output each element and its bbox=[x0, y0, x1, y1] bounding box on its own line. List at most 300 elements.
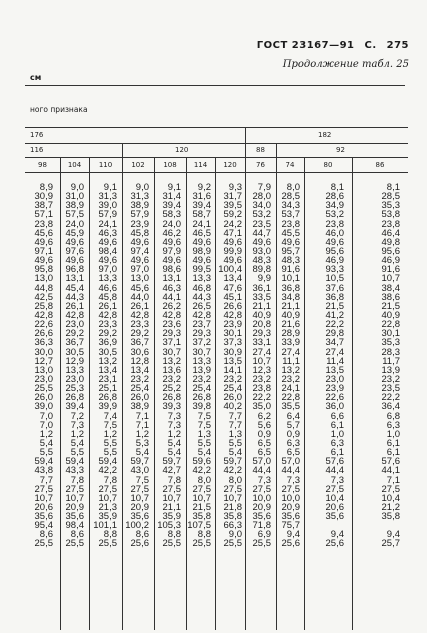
table-cell: 42,8 bbox=[223, 309, 242, 321]
table-cell: 34,0 bbox=[252, 200, 271, 212]
table-cell: 22,2 bbox=[252, 392, 271, 404]
table-cell: 40,9 bbox=[281, 309, 300, 321]
table-cell: 22,6 bbox=[34, 319, 53, 331]
table-cell: 98,4 bbox=[65, 520, 84, 532]
table-cell: 24,1 bbox=[98, 218, 117, 230]
table-cell: 20,9 bbox=[130, 501, 149, 513]
table-cell: 13,3 bbox=[65, 364, 84, 376]
table-cell: 42,7 bbox=[162, 465, 181, 477]
table-cell: 23,2 bbox=[162, 373, 181, 385]
table-cell: 95,6 bbox=[381, 245, 400, 257]
table-cell: 7,5 bbox=[103, 419, 117, 431]
table-cell: 9,4 bbox=[286, 529, 300, 541]
table-cell: 23,3 bbox=[130, 319, 149, 331]
table-cell: 45,1 bbox=[223, 291, 242, 303]
table-cell: 26,6 bbox=[223, 300, 242, 312]
table-cell: 26,1 bbox=[98, 300, 117, 312]
table-cell: 44,8 bbox=[34, 282, 53, 294]
table-cell: 27,5 bbox=[381, 483, 400, 495]
table-cell: 23,8 bbox=[325, 218, 344, 230]
table-cell: 1,2 bbox=[70, 428, 84, 440]
table-cell: 25,7 bbox=[381, 538, 400, 550]
unit-label: см bbox=[30, 73, 42, 82]
table-cell: 97,6 bbox=[65, 245, 84, 257]
table-cell: 12,9 bbox=[65, 355, 84, 367]
table-cell: 9,9 bbox=[257, 273, 271, 285]
table-cell: 23,5 bbox=[381, 383, 400, 395]
table-cell: 101,1 bbox=[93, 520, 117, 532]
table-cell: 89,8 bbox=[252, 264, 271, 276]
table-cell: 95,6 bbox=[325, 245, 344, 257]
table-cell: 95,7 bbox=[281, 245, 300, 257]
table-cell: 10,4 bbox=[381, 492, 400, 504]
table-cell: 8,1 bbox=[330, 182, 344, 193]
table-cell: 13,5 bbox=[325, 364, 344, 376]
table-cell: 25,1 bbox=[98, 383, 117, 395]
table-cell: 26,0 bbox=[223, 392, 242, 404]
table-cell: 37,2 bbox=[192, 337, 211, 349]
table-cell: 5,5 bbox=[103, 437, 117, 449]
table-cell: 100,4 bbox=[218, 264, 242, 276]
table-cell: 21,5 bbox=[325, 300, 344, 312]
table-column bbox=[352, 183, 400, 549]
table-cell: 45,6 bbox=[130, 282, 149, 294]
table-cell: 49,6 bbox=[130, 255, 149, 267]
table-cell: 93,3 bbox=[325, 264, 344, 276]
table-cell: 7,5 bbox=[197, 410, 211, 422]
table-cell: 7,2 bbox=[70, 410, 84, 422]
table-cell: 22,2 bbox=[381, 392, 400, 404]
table-cell: 45,5 bbox=[281, 227, 300, 239]
table-cell: 6,3 bbox=[386, 419, 400, 431]
table-cell: 23,0 bbox=[34, 373, 53, 385]
table-column bbox=[304, 183, 344, 549]
table-cell: 21,8 bbox=[223, 501, 242, 513]
table-cell: 9,4 bbox=[330, 529, 344, 541]
table-cell: 27,5 bbox=[34, 483, 53, 495]
table-cell: 9,1 bbox=[103, 182, 117, 193]
table-cell: 98,6 bbox=[162, 264, 181, 276]
table-cell: 7,7 bbox=[228, 419, 242, 431]
table-cell: 1,2 bbox=[103, 428, 117, 440]
table-cell: 49,6 bbox=[252, 236, 271, 248]
table-cell: 36,7 bbox=[130, 337, 149, 349]
table-cell: 6,1 bbox=[330, 447, 344, 459]
table-cell: 13,3 bbox=[192, 273, 211, 285]
table-cell: 21,1 bbox=[281, 300, 300, 312]
table-cell: 36,4 bbox=[381, 401, 400, 413]
table-cell: 42,2 bbox=[98, 465, 117, 477]
table-cell: 49,6 bbox=[98, 255, 117, 267]
table-cell: 21,3 bbox=[98, 501, 117, 513]
table-cell: 35,9 bbox=[98, 511, 117, 523]
table-cell: 28,9 bbox=[281, 328, 300, 340]
table-cell: 7,3 bbox=[257, 474, 271, 486]
table-cell: 48,3 bbox=[281, 255, 300, 267]
table-cell: 39,9 bbox=[98, 401, 117, 413]
column-header: 102 bbox=[131, 161, 145, 169]
table-cell: 25,4 bbox=[130, 383, 149, 395]
table-cell: 53,7 bbox=[281, 209, 300, 221]
table-cell: 6,5 bbox=[257, 437, 271, 449]
table-cell: 97,1 bbox=[34, 245, 53, 257]
table-cell: 49,6 bbox=[65, 236, 84, 248]
table-cell: 44,3 bbox=[65, 291, 84, 303]
page-prefix: С. bbox=[364, 40, 377, 51]
table-cell: 13,3 bbox=[98, 273, 117, 285]
table-cell: 28,0 bbox=[252, 191, 271, 203]
table-cell: 49,6 bbox=[192, 255, 211, 267]
table-cell: 42,2 bbox=[192, 465, 211, 477]
table-cell: 35,6 bbox=[130, 511, 149, 523]
table-cell: 1,3 bbox=[197, 428, 211, 440]
table-cell: 1,0 bbox=[386, 428, 400, 440]
table-cell: 23,9 bbox=[223, 319, 242, 331]
table-cell: 13,6 bbox=[162, 364, 181, 376]
table-cell: 25,6 bbox=[325, 538, 344, 550]
page-number: 275 bbox=[386, 40, 409, 51]
table-cell: 13,5 bbox=[223, 355, 242, 367]
table-cell: 23,8 bbox=[34, 218, 53, 230]
table-cell: 25,5 bbox=[34, 383, 53, 395]
table-cell: 35,6 bbox=[34, 511, 53, 523]
table-cell: 10,0 bbox=[252, 492, 271, 504]
table-cell: 36,9 bbox=[98, 337, 117, 349]
table-cell: 5,4 bbox=[167, 447, 181, 459]
table-cell: 91,6 bbox=[381, 264, 400, 276]
table-cell: 44,4 bbox=[281, 465, 300, 477]
table-cell: 29,2 bbox=[65, 328, 84, 340]
table-cell: 39,4 bbox=[162, 200, 181, 212]
table-cell: 99,9 bbox=[223, 245, 242, 257]
table-cell: 25,5 bbox=[162, 538, 181, 550]
table-cell: 49,6 bbox=[281, 236, 300, 248]
table-cell: 29,3 bbox=[252, 328, 271, 340]
table-column bbox=[89, 183, 117, 549]
table-cell: 49,6 bbox=[65, 255, 84, 267]
table-cell: 13,2 bbox=[98, 355, 117, 367]
table-cell: 23,2 bbox=[252, 373, 271, 385]
table-cell: 42,8 bbox=[34, 309, 53, 321]
table-cell: 31,3 bbox=[98, 191, 117, 203]
table-cell: 13,4 bbox=[130, 364, 149, 376]
table-cell: 98,9 bbox=[192, 245, 211, 257]
table-cell: 97,4 bbox=[130, 245, 149, 257]
table-cell: 6,6 bbox=[330, 410, 344, 422]
table-cell: 7,1 bbox=[135, 419, 149, 431]
table-cell: 7,5 bbox=[197, 419, 211, 431]
table-cell: 59,7 bbox=[162, 456, 181, 468]
table-cell: 21,1 bbox=[162, 501, 181, 513]
table-cell: 5,4 bbox=[135, 447, 149, 459]
table-cell: 38,6 bbox=[381, 291, 400, 303]
table-cell: 7,1 bbox=[386, 474, 400, 486]
table-cell: 35,6 bbox=[252, 511, 271, 523]
table-cell: 1,3 bbox=[228, 428, 242, 440]
table-cell: 8,0 bbox=[197, 474, 211, 486]
table-cell: 6,1 bbox=[386, 447, 400, 459]
table-cell: 36,1 bbox=[252, 282, 271, 294]
table-cell: 35,3 bbox=[381, 200, 400, 212]
table-cell: 30,7 bbox=[192, 346, 211, 358]
table-cell: 99,5 bbox=[192, 264, 211, 276]
table-cell: 34,7 bbox=[325, 337, 344, 349]
table-cell: 34,9 bbox=[325, 200, 344, 212]
table-cell: 38,9 bbox=[65, 200, 84, 212]
table-cell: 10,7 bbox=[162, 492, 181, 504]
table-cell: 96,8 bbox=[65, 264, 84, 276]
table-cell: 13,4 bbox=[98, 364, 117, 376]
table-cell: 31,7 bbox=[223, 191, 242, 203]
table-column bbox=[154, 183, 181, 549]
table-cell: 35,8 bbox=[192, 511, 211, 523]
table-cell: 53,2 bbox=[325, 209, 344, 221]
table-cell: 12,3 bbox=[252, 364, 271, 376]
table-cell: 39,4 bbox=[65, 401, 84, 413]
table-cell: 24,0 bbox=[65, 218, 84, 230]
table-cell: 9,0 bbox=[70, 182, 84, 193]
table-cell: 24,2 bbox=[223, 218, 242, 230]
table-cell: 59,4 bbox=[98, 456, 117, 468]
table-cell: 44,4 bbox=[325, 465, 344, 477]
table-cell: 7,9 bbox=[257, 182, 271, 193]
table-cell: 49,6 bbox=[130, 236, 149, 248]
table-cell: 25,8 bbox=[34, 300, 53, 312]
table-cell: 5,4 bbox=[197, 447, 211, 459]
table-cell: 57,0 bbox=[252, 456, 271, 468]
table-cell: 98,4 bbox=[98, 245, 117, 257]
table-cell: 53,8 bbox=[381, 209, 400, 221]
table-cell: 57,5 bbox=[65, 209, 84, 221]
table-cell: 27,5 bbox=[281, 483, 300, 495]
table-cell: 13,2 bbox=[162, 355, 181, 367]
table-cell: 43,3 bbox=[65, 465, 84, 477]
table-cell: 29,2 bbox=[98, 328, 117, 340]
subgroup-label-116: 116 bbox=[30, 146, 44, 154]
table-cell: 25,5 bbox=[34, 538, 53, 550]
table-cell: 7,0 bbox=[39, 419, 53, 431]
column-header: 120 bbox=[223, 161, 237, 169]
table-cell: 25,4 bbox=[192, 383, 211, 395]
table-cell: 38,4 bbox=[381, 282, 400, 294]
table-cell: 7,3 bbox=[167, 410, 181, 422]
table-cell: 23,9 bbox=[130, 218, 149, 230]
page-header bbox=[251, 40, 409, 51]
table-cell: 30,0 bbox=[34, 346, 53, 358]
table-cell: 58,3 bbox=[162, 209, 181, 221]
table-cell: 46,0 bbox=[325, 227, 344, 239]
table-cell: 47,6 bbox=[223, 282, 242, 294]
table-cell: 100,2 bbox=[125, 520, 149, 532]
table-cell: 0,9 bbox=[286, 428, 300, 440]
table-cell: 26,0 bbox=[34, 392, 53, 404]
table-cell: 35,0 bbox=[252, 401, 271, 413]
table-cell: 26,2 bbox=[162, 300, 181, 312]
table-cell: 48,3 bbox=[252, 255, 271, 267]
table-cell: 13,1 bbox=[65, 273, 84, 285]
table-cell: 8,0 bbox=[228, 474, 242, 486]
table-cell: 10,7 bbox=[381, 273, 400, 285]
table-cell: 28,5 bbox=[281, 191, 300, 203]
table-cell: 44,0 bbox=[130, 291, 149, 303]
table-cell: 23,3 bbox=[98, 319, 117, 331]
table-cell: 6,2 bbox=[257, 410, 271, 422]
column-header: 108 bbox=[163, 161, 177, 169]
table-cell: 27,5 bbox=[162, 483, 181, 495]
table-cell: 44,1 bbox=[381, 465, 400, 477]
table-cell: 97,9 bbox=[162, 245, 181, 257]
table-cell: 5,4 bbox=[70, 437, 84, 449]
table-cell: 57,0 bbox=[281, 456, 300, 468]
table-cell: 97,0 bbox=[98, 264, 117, 276]
table-cell: 28,5 bbox=[381, 191, 400, 203]
table-cell: 49,6 bbox=[34, 255, 53, 267]
table-cell: 43,0 bbox=[130, 465, 149, 477]
table-cell: 6,1 bbox=[386, 437, 400, 449]
table-cell: 30,9 bbox=[34, 191, 53, 203]
table-cell: 39,5 bbox=[223, 200, 242, 212]
table-cell: 42,8 bbox=[162, 309, 181, 321]
table-cell: 7,3 bbox=[70, 419, 84, 431]
subgroup-label-120: 120 bbox=[175, 146, 189, 154]
table-cell: 27,5 bbox=[130, 483, 149, 495]
table-cell: 7,5 bbox=[135, 474, 149, 486]
table-cell: 1,2 bbox=[167, 428, 181, 440]
table-cell: 5,4 bbox=[167, 437, 181, 449]
table-cell: 10,0 bbox=[281, 492, 300, 504]
table-cell: 6,3 bbox=[286, 437, 300, 449]
table-cell: 35,3 bbox=[381, 337, 400, 349]
table-cell: 22,6 bbox=[325, 392, 344, 404]
table-cell: 13,0 bbox=[34, 364, 53, 376]
table-cell: 24,0 bbox=[162, 218, 181, 230]
table-cell: 5,3 bbox=[135, 437, 149, 449]
table-cell: 23,6 bbox=[162, 319, 181, 331]
table-cell: 10,7 bbox=[98, 492, 117, 504]
table-cell: 36,7 bbox=[65, 337, 84, 349]
table-cell: 13,0 bbox=[34, 273, 53, 285]
table-cell: 13,2 bbox=[281, 364, 300, 376]
table-caption: ного признака bbox=[30, 105, 88, 114]
table-cell: 27,4 bbox=[252, 346, 271, 358]
table-cell: 29,8 bbox=[325, 328, 344, 340]
table-cell: 23,0 bbox=[65, 373, 84, 385]
table-cell: 71,8 bbox=[252, 520, 271, 532]
table-cell: 57,1 bbox=[34, 209, 53, 221]
table-cell: 26,6 bbox=[34, 328, 53, 340]
table-cell: 45,8 bbox=[130, 227, 149, 239]
table-cell: 26,1 bbox=[65, 300, 84, 312]
table-cell: 30,7 bbox=[162, 346, 181, 358]
table-cell: 8,6 bbox=[39, 529, 53, 541]
table-cell: 10,7 bbox=[130, 492, 149, 504]
table-cell: 7,3 bbox=[330, 474, 344, 486]
table-cell: 59,2 bbox=[223, 209, 242, 221]
table-cell: 26,5 bbox=[192, 300, 211, 312]
table-cell: 33,9 bbox=[281, 337, 300, 349]
table-cell: 26,8 bbox=[65, 392, 84, 404]
table-cell: 9,0 bbox=[135, 182, 149, 193]
table-cell: 7,3 bbox=[286, 474, 300, 486]
table-cell: 20,9 bbox=[252, 501, 271, 513]
table-cell: 45,4 bbox=[65, 282, 84, 294]
table-cell: 31,0 bbox=[65, 191, 84, 203]
table-cell: 59,4 bbox=[34, 456, 53, 468]
column-header: 86 bbox=[375, 161, 385, 169]
table-cell: 21,2 bbox=[381, 501, 400, 513]
subgroup-label-92: 92 bbox=[336, 146, 345, 154]
table-cell: 23,2 bbox=[223, 373, 242, 385]
table-cell: 20,6 bbox=[34, 501, 53, 513]
table-cell: 13,4 bbox=[223, 273, 242, 285]
table-cell: 27,5 bbox=[192, 483, 211, 495]
table-cell: 39,8 bbox=[192, 401, 211, 413]
table-cell: 23,2 bbox=[281, 373, 300, 385]
table-cell: 22,2 bbox=[325, 319, 344, 331]
table-cell: 22,8 bbox=[381, 319, 400, 331]
table-cell: 36,8 bbox=[281, 282, 300, 294]
table-cell: 57,9 bbox=[130, 209, 149, 221]
table-cell: 27,5 bbox=[252, 483, 271, 495]
table-cell: 7,3 bbox=[167, 419, 181, 431]
table-cell: 26,1 bbox=[130, 300, 149, 312]
table-cell: 35,9 bbox=[162, 511, 181, 523]
column-header: 76 bbox=[256, 161, 265, 169]
table-cell: 40,9 bbox=[252, 309, 271, 321]
table-cell: 40,9 bbox=[381, 309, 400, 321]
table-cell: 21,5 bbox=[381, 300, 400, 312]
table-cell: 20,8 bbox=[252, 319, 271, 331]
table-cell: 25,6 bbox=[130, 538, 149, 550]
table-cell: 5,5 bbox=[228, 437, 242, 449]
table-cell: 13,9 bbox=[192, 364, 211, 376]
table-cell: 26,0 bbox=[130, 392, 149, 404]
table-cell: 6,8 bbox=[386, 410, 400, 422]
table-cell: 20,9 bbox=[65, 501, 84, 513]
table-cell: 27,5 bbox=[223, 483, 242, 495]
table-cell: 39,3 bbox=[162, 401, 181, 413]
table-cell: 10,4 bbox=[325, 492, 344, 504]
table-cell: 10,7 bbox=[34, 492, 53, 504]
table-cell: 95,8 bbox=[34, 264, 53, 276]
table-cell: 23,7 bbox=[192, 319, 211, 331]
table-cell: 23,2 bbox=[192, 373, 211, 385]
table-cell: 58,7 bbox=[192, 209, 211, 221]
table-cell: 5,7 bbox=[286, 419, 300, 431]
table-cell: 25,3 bbox=[65, 383, 84, 395]
table-cell: 26,8 bbox=[192, 392, 211, 404]
table-cell: 42,5 bbox=[34, 291, 53, 303]
table-cell: 40,2 bbox=[223, 401, 242, 413]
table-cell: 8,8 bbox=[197, 529, 211, 541]
table-cell: 9,1 bbox=[167, 182, 181, 193]
table-cell: 8,8 bbox=[103, 529, 117, 541]
table-cell: 27,4 bbox=[281, 346, 300, 358]
table-cell: 25,6 bbox=[281, 538, 300, 550]
table-cell: 6,5 bbox=[257, 447, 271, 459]
group-label-176: 176 bbox=[30, 131, 44, 139]
table-cell: 20,6 bbox=[325, 501, 344, 513]
table-cell: 38,7 bbox=[34, 200, 53, 212]
table-cell: 5,5 bbox=[197, 437, 211, 449]
table-cell: 30,1 bbox=[381, 328, 400, 340]
table-cell: 1,0 bbox=[330, 428, 344, 440]
table-cell: 20,9 bbox=[281, 501, 300, 513]
table-cell: 23,5 bbox=[252, 218, 271, 230]
table-cell: 37,1 bbox=[162, 337, 181, 349]
table-cell: 34,3 bbox=[281, 200, 300, 212]
table-cell: 24,1 bbox=[281, 383, 300, 395]
